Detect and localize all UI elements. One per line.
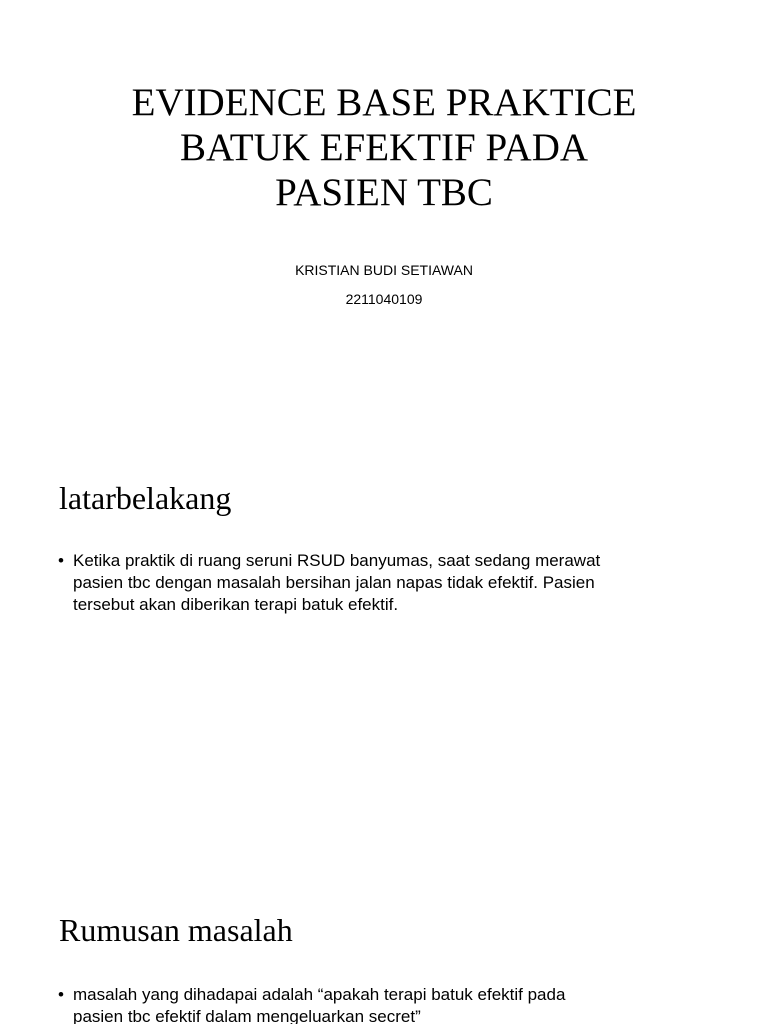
bullet-line-2: pasien tbc efektif dalam mengeluarkan secret” [73,1007,421,1024]
presentation-title [40,80,728,215]
slide-heading: Rumusan masalah [59,912,293,948]
title-line-1: EVIDENCE BASE PRAKTICE [131,81,637,124]
bullet-line-1: masalah yang dihadapai adalah “apakah terapi batuk efektif pada [73,985,566,1004]
bullet-line-1: Ketika praktik di ruang seruni RSUD banyumas, saat sedang merawat [73,551,601,570]
bullet-line-2: pasien tbc dengan masalah bersihan jalan napas tidak efektif. Pasien [73,573,595,592]
slide-problem-statement [0,860,768,1024]
slide-background [0,430,768,860]
bullet-line-3: tersebut akan diberikan terapi batuk efektif. [73,595,399,614]
bullet-text [73,984,718,1024]
bullet-item [58,984,718,1024]
bullet-icon: • [58,551,64,570]
slide-heading: latarbelakang [59,480,232,516]
student-id: 2211040109 [345,291,423,307]
bullet-text [73,550,718,616]
title-line-3: PASIEN TBC [275,171,493,214]
author-name: KRISTIAN BUDI SETIAWAN [295,262,473,278]
bullet-item [58,550,718,616]
title-line-2: BATUK EFEKTIF PADA [179,126,589,169]
bullet-icon: • [58,985,64,1004]
slide-title [0,0,768,430]
